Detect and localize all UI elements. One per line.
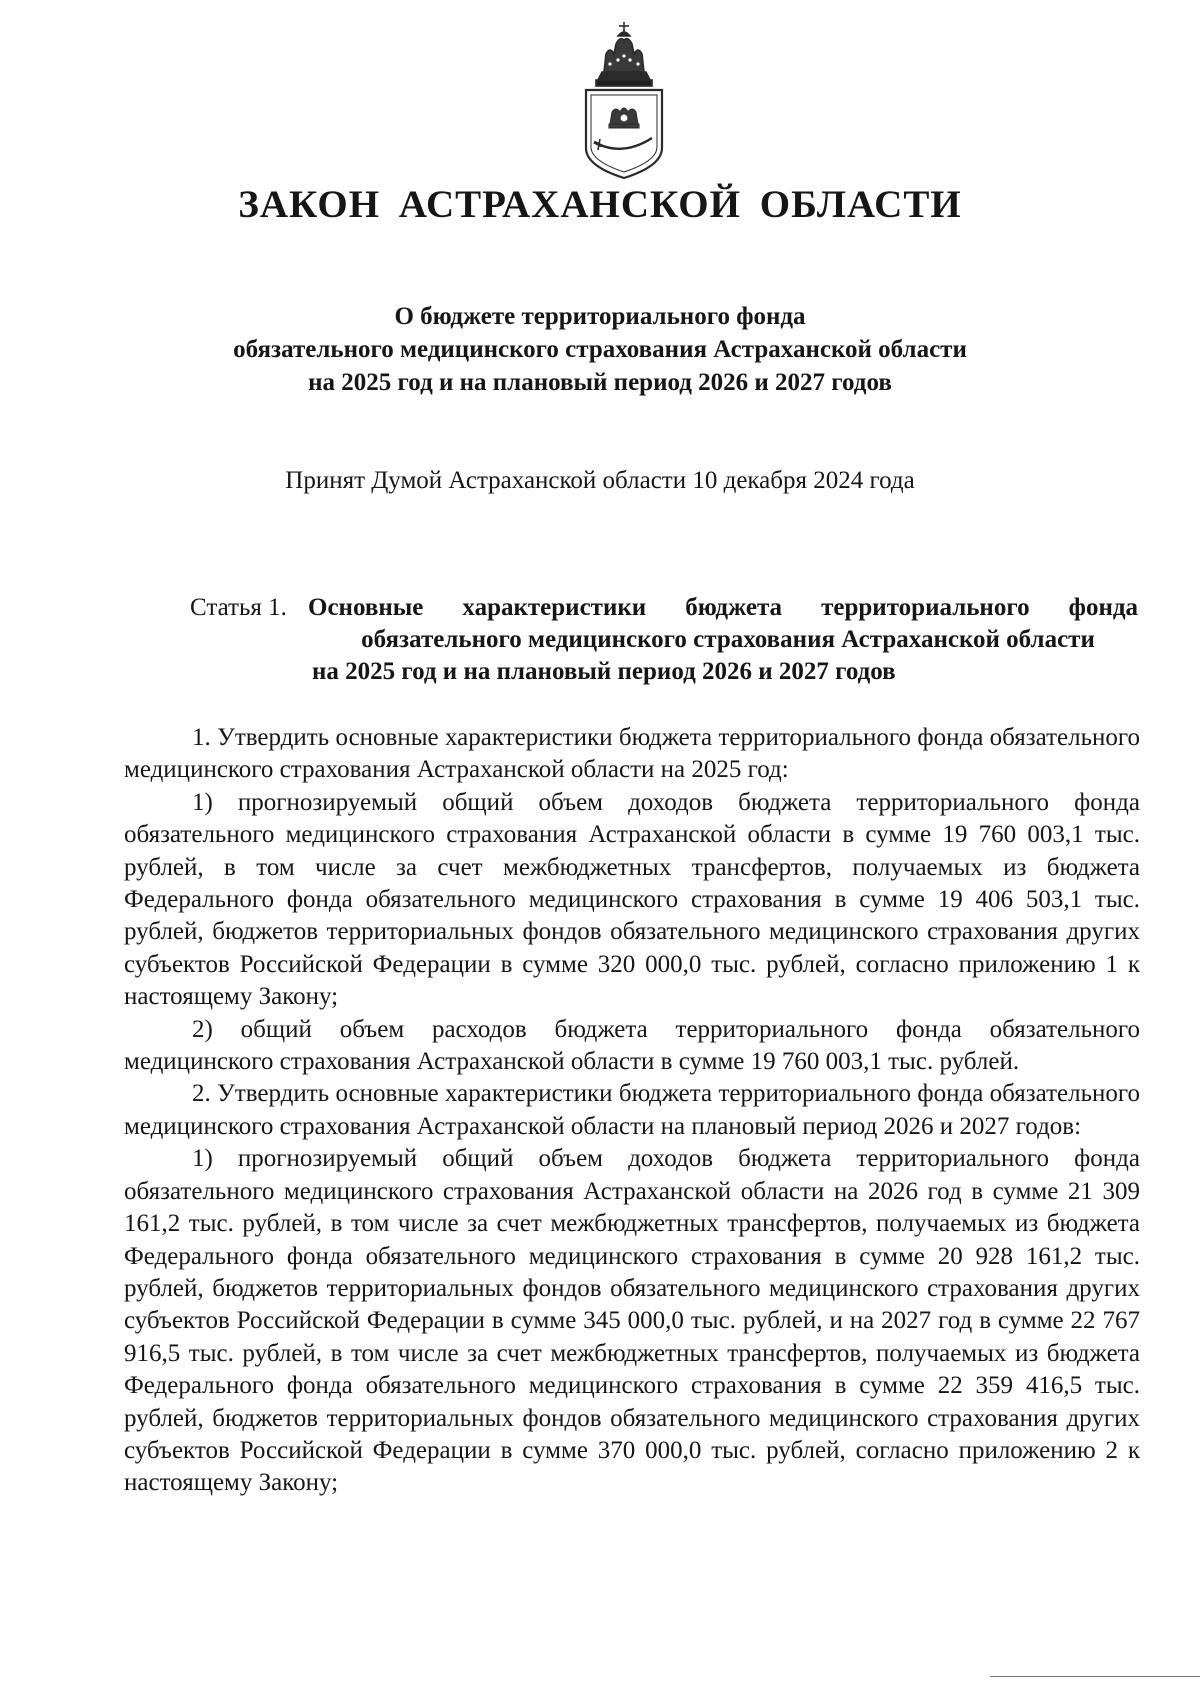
paragraph: 1. Утвердить основные характеристики бюджета территориального фонда обязательного медицинского страхования Астраханской области на 2025 год: (124, 724, 1140, 784)
article-title-line: обязательного медицинского страхования Астраханской области (361, 626, 1095, 653)
footer-divider (990, 1676, 1200, 1677)
article-label: Статья 1. (190, 594, 287, 621)
paragraph: 1) прогнозируемый общий объем доходов бюджета территориального фонда обязательного медицинского страхования Астраханской области в сумме 19 760 003,1 тыс. рублей, в том числе за счет межбюджетных трансфертов, получаемых из бюджета Федерального фонда обязательного медицинского страхования в сумме 19 406 503,1 тыс. рублей, бюджетов территориальных фондов обязательного медицинского страхования других субъектов Российской Федерации в сумме 320 000,0 тыс. рублей, согласно приложению 1 к настоящему Закону; (124, 788, 1140, 1011)
adoption-date: Принят Думой Астраханской области 10 декабря 2024 года (285, 467, 915, 494)
paragraph: 2) общий объем расходов бюджета территориального фонда обязательного медицинского страхования Астраханской области в сумме 19 760 003,1 тыс. рублей. (124, 1015, 1140, 1076)
law-title: ЗАКОН АСТРАХАНСКОЙ ОБЛАСТИ (238, 183, 962, 226)
law-subtitle (0, 300, 1200, 399)
coat-of-arms-icon (576, 20, 672, 180)
subtitle-line: на 2025 год и на плановый период 2026 и 2027 годов (308, 369, 892, 396)
subtitle-line: О бюджете территориального фонда (394, 303, 806, 330)
subtitle-line: обязательного медицинского страхования Астраханской области (233, 336, 967, 363)
article-title-line: Основные характеристики бюджета территориального фонда (308, 594, 1138, 621)
article-title-line: на 2025 год и на плановый период 2026 и 2027 годов (312, 658, 896, 685)
paragraph: 1) прогнозируемый общий объем доходов бюджета территориального фонда обязательного медицинского страхования Астраханской области на 2026 год в сумме 21 309 161,2 тыс. рублей, в том числе за счет межбюджетных трансфертов, получаемых из бюджета Федерального фонда обязательного медицинского страхования в сумме 20 928 161,2 тыс. рублей, бюджетов территориальных фондов обязательного медицинского страхования других субъектов Российской Федерации в сумме 345 000,0 тыс. рублей, и на 2027 год в сумме 22 767 916,5 тыс. рублей, в том числе за счет межбюджетных трансфертов, получаемых из бюджета Федерального фонда обязательного медицинского страхования в сумме 22 359 416,5 тыс. рублей, бюджетов территориальных фондов обязательного медицинского страхования других субъектов Российской Федерации в сумме 370 000,0 тыс. рублей, согласно приложению 2 к настоящему Закону; (124, 1145, 1140, 1497)
article-title (308, 592, 1138, 688)
paragraph: 2. Утвердить основные характеристики бюджета территориального фонда обязательного медицинского страхования Астраханской области на плановый период 2026 и 2027 годов: (124, 1080, 1140, 1140)
article-body (124, 722, 1140, 1500)
